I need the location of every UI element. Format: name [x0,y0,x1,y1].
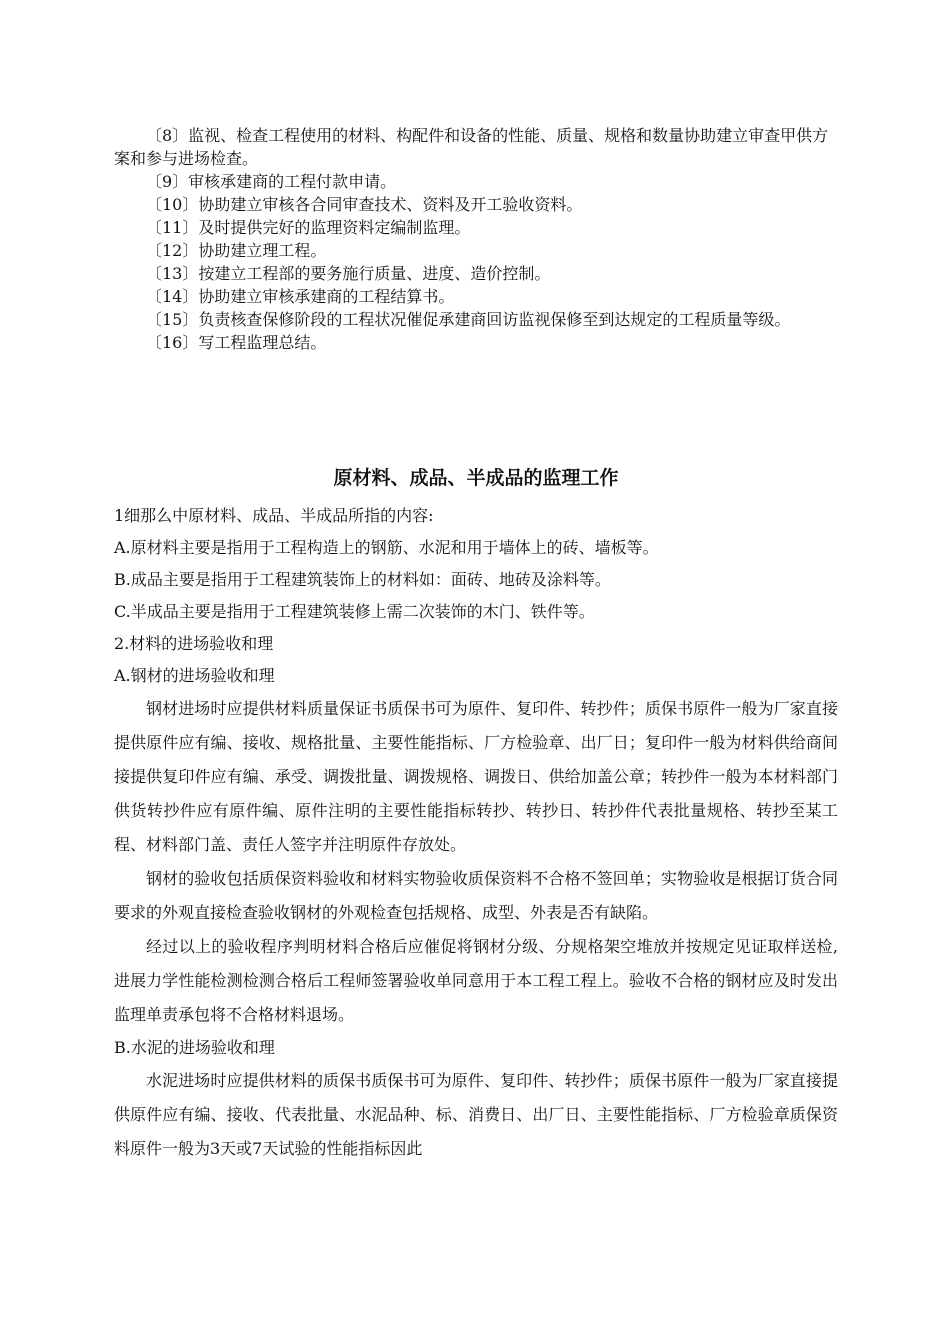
steel-heading: A.钢材的进场验收和理 [114,666,275,685]
section-body [114,500,838,1166]
cement-paragraph-1: 水泥进场时应提供材料的质保书质保书可为原件、复印件、转抄件；质保书原件一般为厂家直接提供原件应有编、接收、代表批量、水泥品种、标、消费日、出厂日、主要性能指标、厂方检验章质保资料原件一般为3天或7天试验的性能指标因此 [114,1071,838,1158]
question-2: 2.材料的进场验收和理 [114,634,274,653]
list-item: 〔16〕写工程监理总结。 [146,333,327,352]
list-item: 〔9〕审核承建商的工程付款申请。 [146,172,397,191]
section-title: 原材料、成品、半成品的监理工作 [333,467,619,489]
item-c: C.半成品主要是指用于工程建筑装修上需二次装饰的木门、铁件等。 [114,602,595,621]
item-a: A.原材料主要是指用于工程构造上的钢筋、水泥和用于墙体上的砖、墙板等。 [114,538,659,557]
list-item: 〔14〕协助建立审核承建商的工程结算书。 [146,287,455,306]
list-item: 〔10〕协助建立审核各合同审查技术、资料及开工验收资料。 [146,195,583,214]
steel-paragraph-3: 经过以上的验收程序判明材料合格后应催促将钢材分级、分规格架空堆放并按规定见证取样送检,进展力学性能检测检测合格后工程师签署验收单同意用于本工程工程上。验收不合格的钢材应及时发出监理单责承包将不合格材料退场。 [114,937,838,1024]
item-b: B.成品主要是指用于工程建筑装饰上的材料如：面砖、地砖及涂料等。 [114,570,611,589]
list-item: 〔12〕协助建立理工程。 [146,241,327,260]
cement-heading: B.水泥的进场验收和理 [114,1038,275,1057]
steel-paragraph-1: 钢材进场时应提供材料质量保证书质保书可为原件、复印件、转抄件；质保书原件一般为厂家直接提供原件应有编、接收、规格批量、主要性能指标、厂方检验章、出厂日；复印件一般为材料供给商间接提供复印件应有编、承受、调拨批量、调拨规格、调拨日、供给加盖公章；转抄件一般为本材料部门供货转抄件应有原件编、原件注明的主要性能指标转抄、转抄日、转抄件代表批量规格、转抄至某工程、材料部门盖、责任人签字并注明原件存放处。 [114,699,838,854]
list-item: 〔15〕负责核查保修阶段的工程状况催促承建商回访监视保修至到达规定的工程质量等级。 [146,310,791,329]
list-item: 〔8〕监视、检查工程使用的材料、构配件和设备的性能、质量、规格和数量协助建立审查甲供方案和参与进场检查。 [114,126,829,168]
list-item: 〔11〕及时提供完好的监理资料定编制监理。 [146,218,471,237]
duty-list [114,124,838,354]
question-1: 1细那么中原材料、成品、半成品所指的内容: [114,506,434,525]
steel-paragraph-2: 钢材的验收包括质保资料验收和材料实物验收质保资料不合格不签回单；实物验收是根据订货合同要求的外观直接检查验收钢材的外观检查包括规格、成型、外表是否有缺陷。 [114,869,838,922]
list-item: 〔13〕按建立工程部的要务施行质量、进度、造价控制。 [146,264,551,283]
